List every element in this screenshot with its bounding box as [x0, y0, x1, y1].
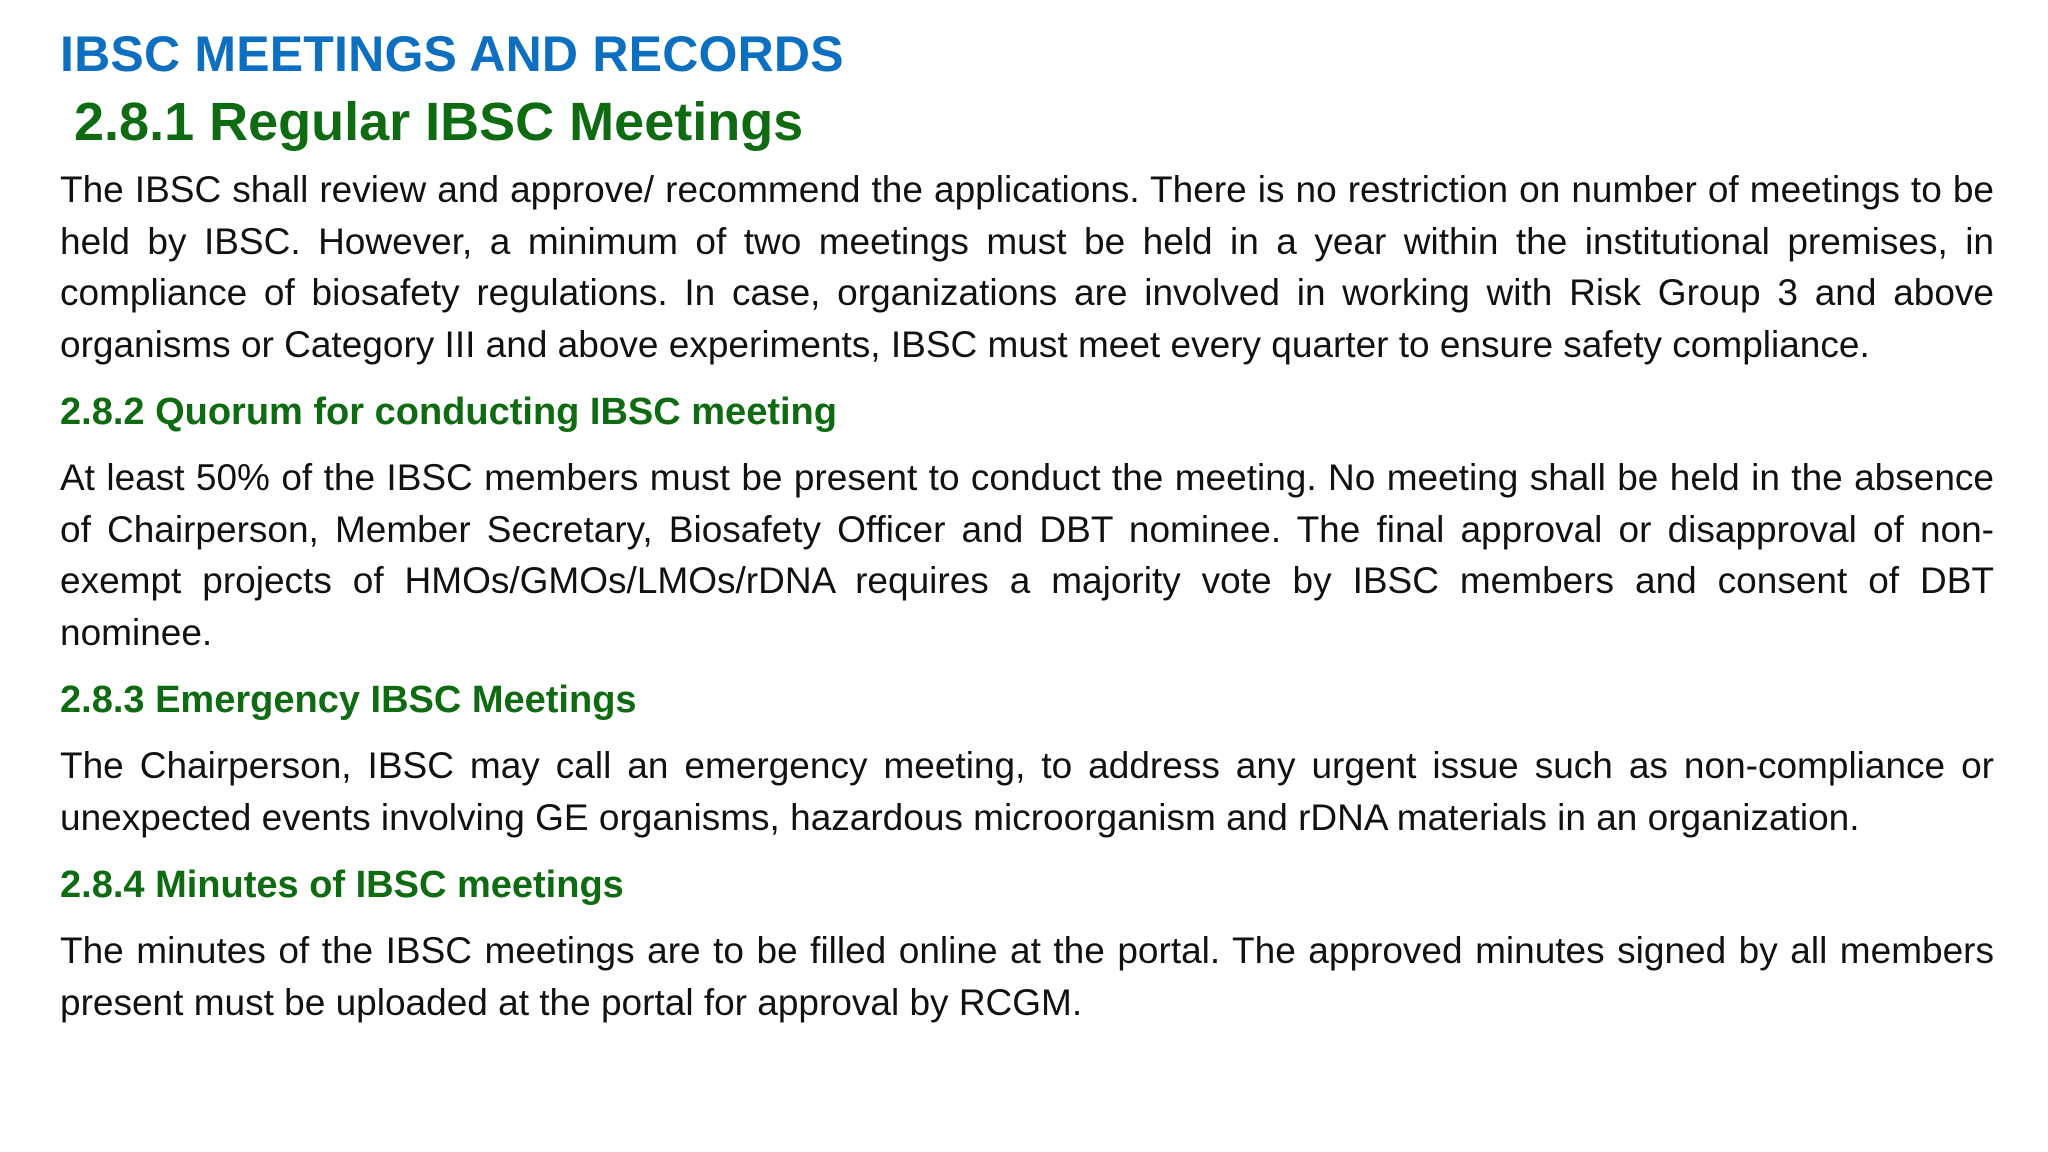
page-title: IBSC MEETINGS AND RECORDS — [60, 26, 844, 82]
section-heading-quorum: 2.8.2 Quorum for conducting IBSC meeting — [60, 391, 837, 433]
section-title-regular-meetings: 2.8.1 Regular IBSC Meetings — [74, 92, 804, 152]
paragraph-minutes: The minutes of the IBSC meetings are to be filled online at the portal. The approved minutes signed by all members present must be uploaded at the portal for approval by RCGM. — [60, 930, 1994, 1023]
section-heading-minutes: 2.8.4 Minutes of IBSC meetings — [60, 864, 624, 906]
paragraph-regular-meetings: The IBSC shall review and approve/ recommend the applications. There is no restriction on number of meetings to be held by IBSC. However, a minimum of two meetings must be held in a year within the institutional premises, in compliance of biosafety regulations. In case, organizations are involved in working with Risk Group 3 and above organisms or Category III and above experiments, IBSC must meet every quarter to ensure safety compliance. — [60, 169, 1994, 365]
paragraph-emergency-meetings: The Chairperson, IBSC may call an emergency meeting, to address any urgent issue such as non-compliance or unexpected events involving GE organisms, hazardous microorganism and rDNA materials in an organization. — [60, 745, 1994, 838]
section-heading-emergency-meetings: 2.8.3 Emergency IBSC Meetings — [60, 679, 637, 721]
paragraph-quorum: At least 50% of the IBSC members must be present to conduct the meeting. No meeting shall be held in the absence of Chairperson, Member Secretary, Biosafety Officer and DBT nominee. The final approval or disapproval of non-exempt projects of HMOs/GMOs/LMOs/rDNA requires a majority vote by IBSC members and consent of DBT nominee. — [60, 457, 1994, 653]
